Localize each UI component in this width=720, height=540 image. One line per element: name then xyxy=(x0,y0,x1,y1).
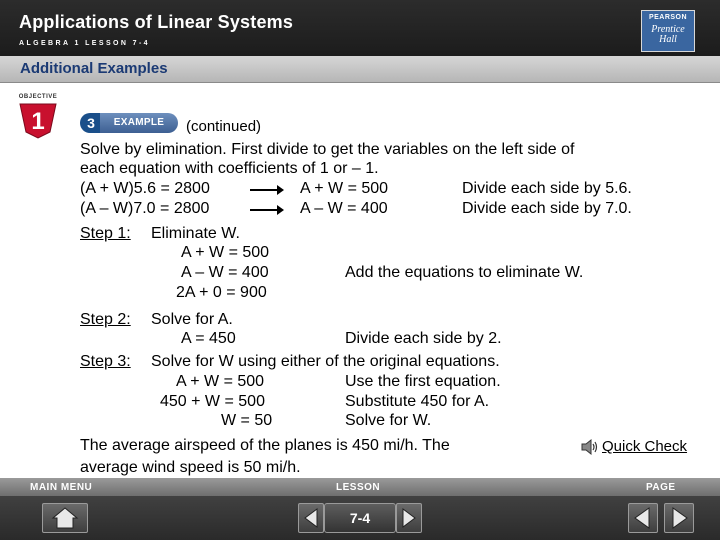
lesson-forward-button[interactable] xyxy=(396,503,422,533)
speaker-icon xyxy=(580,438,600,456)
page-title: Applications of Linear Systems xyxy=(19,12,294,32)
equation-1-note: Divide each side by 5.6. xyxy=(462,180,632,197)
step-3-note-a: Use the first equation. xyxy=(345,373,501,390)
forward-icon xyxy=(397,504,421,532)
footer-nav xyxy=(0,478,720,540)
arrow-icon xyxy=(250,209,282,211)
quick-check-label: Quick Check xyxy=(602,438,688,455)
step-2-note: Divide each side by 2. xyxy=(345,330,502,347)
next-page-button[interactable] xyxy=(664,503,694,533)
conclusion-line-2: average wind speed is 50 mi/h. xyxy=(80,459,301,476)
logo-line2: Hall xyxy=(659,34,677,45)
step-3-note-b: Substitute 450 for A. xyxy=(345,393,490,410)
banner-text: Additional Examples xyxy=(20,60,168,77)
equation-1-original: (A + W)5.6 = 2800 xyxy=(80,180,210,197)
equation-2-simplified: A – W = 400 xyxy=(300,200,388,217)
step-1-text: Eliminate W. xyxy=(151,225,240,242)
prev-page-icon xyxy=(629,504,657,532)
objective-number: 1 xyxy=(31,108,45,135)
step-3-equation-b: 450 + W = 500 xyxy=(160,393,265,410)
step-1-note: Add the equations to eliminate W. xyxy=(345,264,584,281)
logo-line1: Prentice xyxy=(651,24,685,35)
step-3-equation-c: W = 50 xyxy=(221,412,273,429)
step-1-equation-a: A + W = 500 xyxy=(181,244,270,261)
header-bar xyxy=(0,0,720,56)
lesson-back-button[interactable] xyxy=(298,503,324,533)
intro-line-2: each equation with coefficients of 1 or – 1. xyxy=(80,160,379,177)
example-label: EXAMPLE xyxy=(100,113,178,133)
step-1-sum: 2A + 0 = 900 xyxy=(176,284,267,301)
main-menu-label: MAIN MENU xyxy=(30,482,93,493)
page-label: PAGE xyxy=(646,482,676,493)
intro-line-1: Solve by elimination. First divide to get the variables on the left side of xyxy=(80,141,575,158)
objective-shield-icon xyxy=(18,102,58,140)
step-3-text: Solve for W using either of the original equations. xyxy=(151,353,500,370)
section-banner xyxy=(0,56,720,83)
step-2-label: Step 2: xyxy=(80,311,131,328)
step-1-equation-b: A – W = 400 xyxy=(181,264,269,281)
objective-label: OBJECTIVE xyxy=(18,94,58,100)
lesson-subtitle: ALGEBRA 1 LESSON 7-4 xyxy=(19,40,150,47)
objective-badge xyxy=(13,94,63,140)
example-badge xyxy=(80,113,178,133)
home-icon xyxy=(43,504,87,532)
lesson-label: LESSON xyxy=(336,482,381,493)
conclusion-line-1: The average airspeed of the planes is 450 mi/h. The xyxy=(80,437,450,454)
step-1-label: Step 1: xyxy=(80,225,131,242)
home-button[interactable] xyxy=(42,503,88,533)
equation-2-original: (A – W)7.0 = 2800 xyxy=(80,200,210,217)
rewind-icon xyxy=(299,504,323,532)
step-2-text: Solve for A. xyxy=(151,311,233,328)
lesson-number: 7-4 xyxy=(324,503,396,533)
logo-brand: PEARSON xyxy=(648,14,688,21)
pearson-prentice-hall-logo xyxy=(641,10,695,52)
continued-label: (continued) xyxy=(186,118,262,135)
example-number: 3 xyxy=(80,113,102,133)
arrow-icon xyxy=(250,189,282,191)
equation-2-note: Divide each side by 7.0. xyxy=(462,200,632,217)
next-page-icon xyxy=(665,504,693,532)
footer-labels xyxy=(0,478,720,496)
prev-page-button[interactable] xyxy=(628,503,658,533)
step-2-equation: A = 450 xyxy=(181,330,236,347)
step-3-label: Step 3: xyxy=(80,353,131,370)
equation-1-simplified: A + W = 500 xyxy=(300,180,389,197)
step-3-equation-a: A + W = 500 xyxy=(176,373,265,390)
step-3-note-c: Solve for W. xyxy=(345,412,432,429)
